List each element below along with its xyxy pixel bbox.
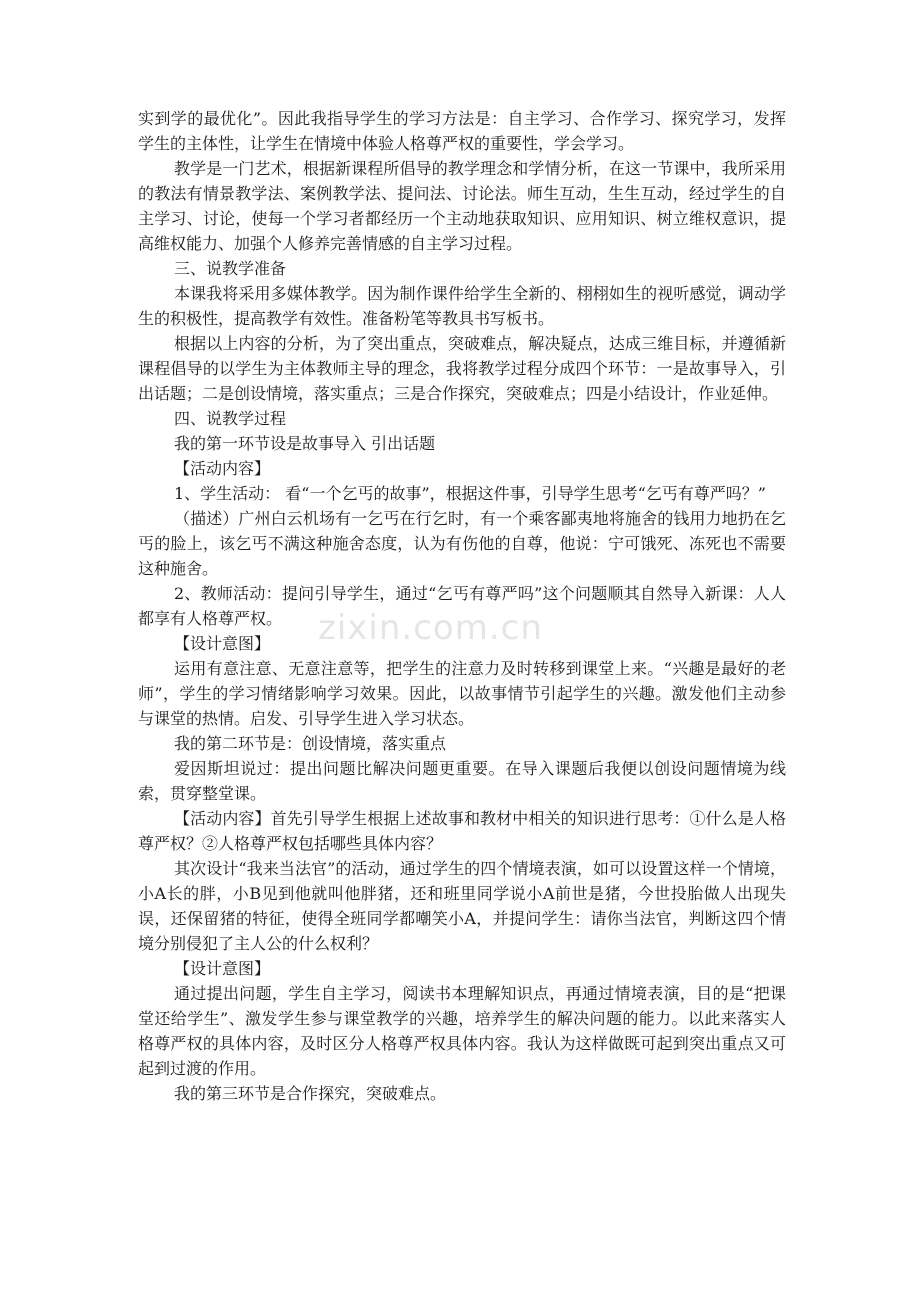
paragraph: 通过提出问题，学生自主学习，阅读书本理解知识点，再通过情境表演，目的是“把课堂还给学生”、激发学生参与课堂教学的兴趣，培养学生的解决问题的能力。以此来落实人格尊严权的具体内容，及时区分人格尊严权具体内容。我认为这样做既可起到突出重点又可起到过渡的作用。 — [138, 984, 786, 1078]
paragraph: 三、说教学准备 — [174, 259, 287, 278]
paragraph: （描述）广州白云机场有一乞丐在行乞时，有一个乘客鄙夷地将施舍的钱用力地扔在乞丐的脸上，该乞丐不满这种施舍态度，认为有伤他的自尊，他说：宁可饿死、冻死也不需要这种施舍。 — [138, 509, 786, 578]
paragraph: 四、说教学过程 — [174, 409, 287, 428]
paragraph: 运用有意注意、无意注意等，把学生的注意力及时转移到课堂上来。“兴趣是最好的老师”，学生的学习情绪影响学习效果。因此，以故事情节引起学生的兴趣。激发他们主动参与课堂的热情。启发、引导学生进入学习状态。 — [138, 659, 786, 728]
paragraph: 其次设计“我来当法官”的活动，通过学生的四个情境表演，如可以设置这样一个情境，小A长的胖，小B见到他就叫他胖猪，还和班里同学说小A前世是猪，今世投胎做人出现失误，还保留猪的特征，使得全班同学都嘲笑小A，并提问学生：请你当法官，判断这四个情境分别侵犯了主人公的什么权利？ — [138, 859, 786, 953]
paragraph: 2、教师活动：提问引导学生，通过“乞丐有尊严吗”这个问题顺其自然导入新课：人人都享有人格尊严权。 — [138, 584, 786, 628]
paragraph: 本课我将采用多媒体教学。因为制作课件给学生全新的、栩栩如生的视听感觉，调动学生的积极性，提高教学有效性。准备粉笔等教具书写板书。 — [138, 284, 786, 328]
paragraph: 实到学的最优化”。因此我指导学生的学习方法是：自主学习、合作学习、探究学习，发挥学生的主体性，让学生在情境中体验人格尊严权的重要性，学会学习。 — [138, 109, 786, 153]
paragraph: 爱因斯坦说过：提出问题比解决问题更重要。在导入课题后我便以创设问题情境为线索，贯穿整堂课。 — [138, 759, 786, 803]
paragraph: 根据以上内容的分析，为了突出重点，突破难点，解决疑点，达成三维目标，并遵循新课程倡导的以学生为主体教师主导的理念，我将教学过程分成四个环节：一是故事导入，引出话题；二是创设情境，落实重点；三是合作探究，突破难点；四是小结设计，作业延伸。 — [138, 334, 786, 403]
paragraph: 我的第二环节是：创设情境，落实重点 — [174, 734, 447, 753]
watermark: zixin.com.cn — [318, 608, 543, 648]
paragraph: 我的第三环节是合作探究，突破难点。 — [174, 1084, 447, 1103]
paragraph: 【设计意图】 — [174, 634, 271, 653]
paragraph: 我的第一环节设是故事导入 引出话题 — [174, 434, 436, 453]
document-body — [138, 106, 786, 1106]
paragraph: 【活动内容】首先引导学生根据上述故事和教材中相关的知识进行思考：①什么是人格尊严权？②人格尊严权包括哪些具体内容？ — [138, 809, 786, 853]
paragraph: 【活动内容】 — [174, 459, 271, 478]
paragraph: 【设计意图】 — [174, 959, 271, 978]
paragraph: 1、学生活动： 看“一个乞丐的故事”，根据这件事，引导学生思考“乞丐有尊严吗？” — [174, 484, 766, 503]
paragraph: 教学是一门艺术，根据新课程所倡导的教学理念和学情分析，在这一节课中，我所采用的教法有情景教学法、案例教学法、提问法、讨论法。师生互动，生生互动，经过学生的自主学习、讨论，使每一个学习者都经历一个主动地获取知识、应用知识、树立维权意识，提高维权能力、加强个人修养完善情感的自主学习过程。 — [138, 159, 786, 253]
